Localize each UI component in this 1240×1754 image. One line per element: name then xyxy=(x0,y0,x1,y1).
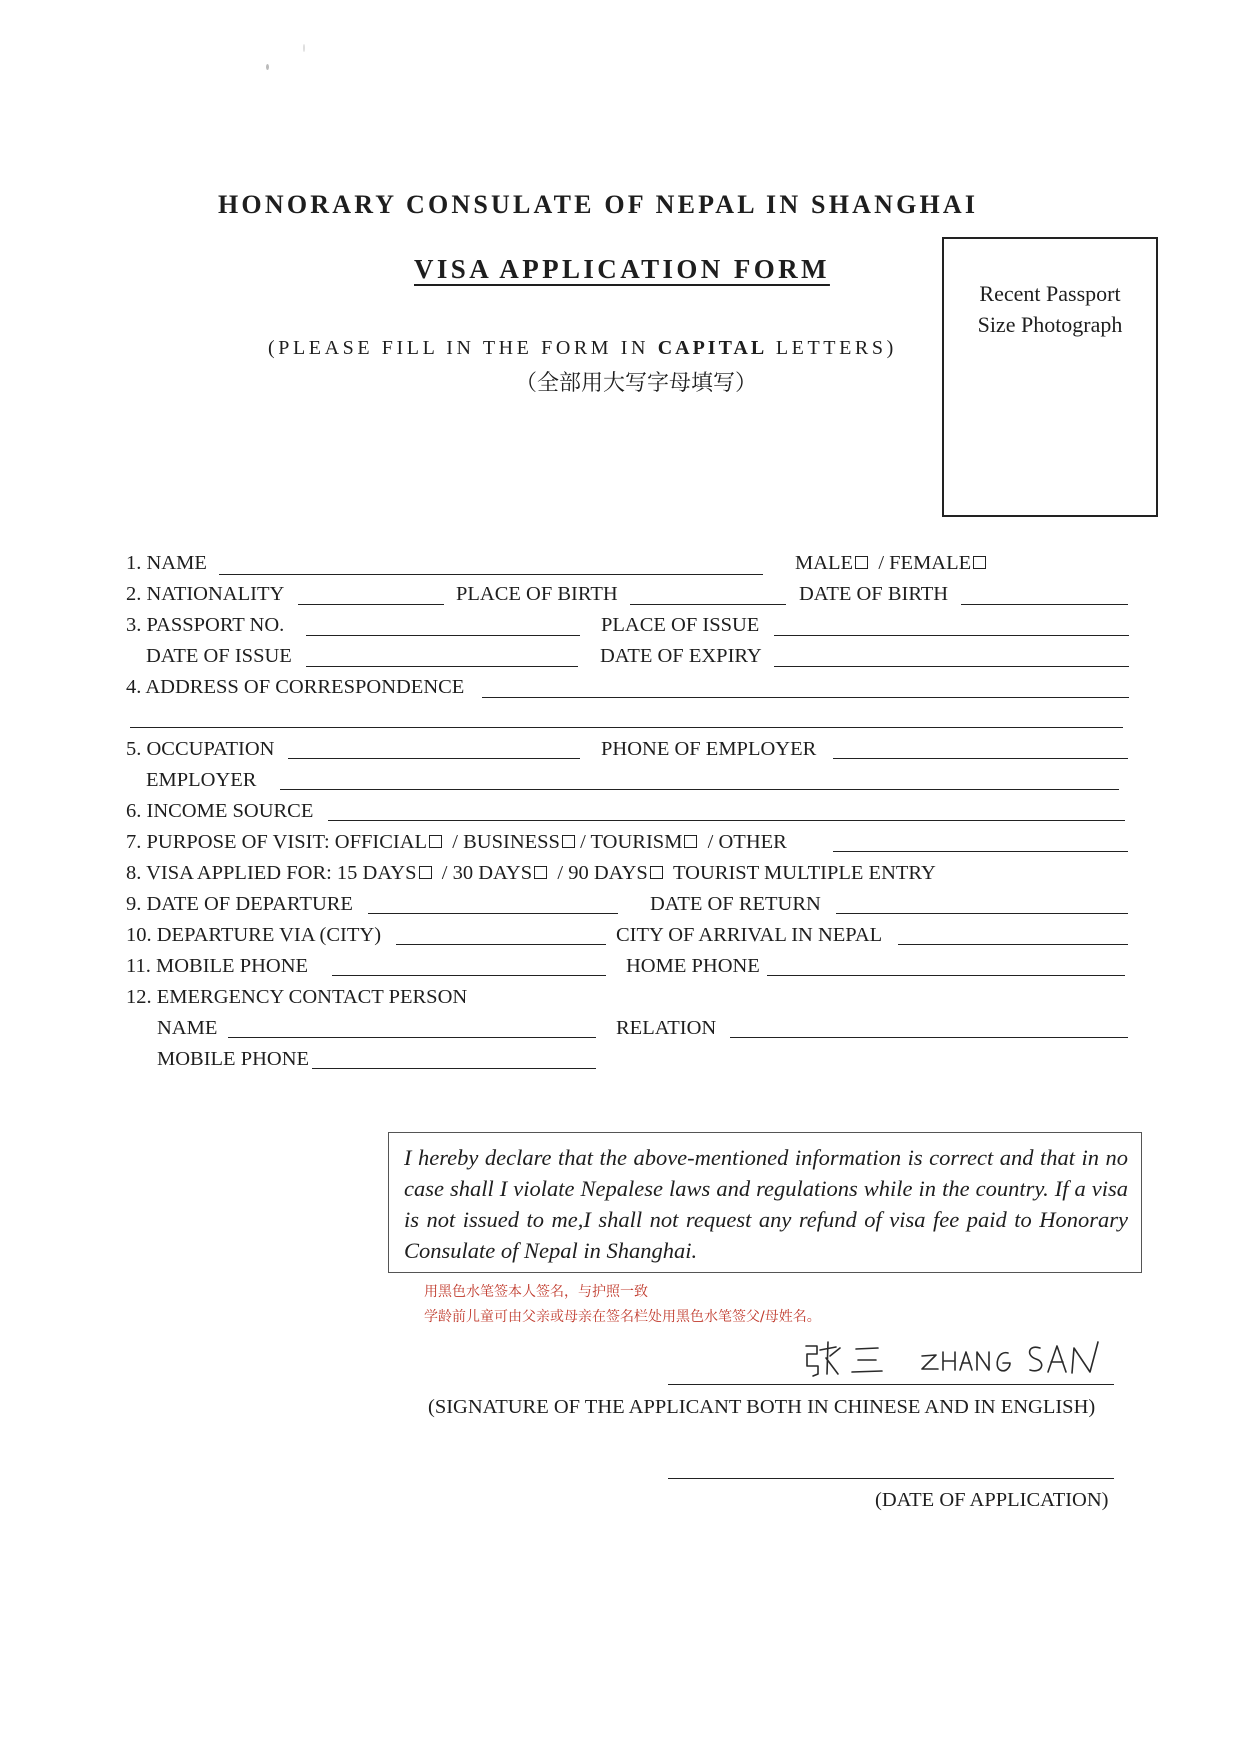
home-phone-field[interactable] xyxy=(767,975,1125,976)
30-days-checkbox[interactable] xyxy=(534,866,547,879)
90-days-checkbox[interactable] xyxy=(650,866,663,879)
purpose-options xyxy=(126,831,787,854)
place-of-birth-label: PLACE OF BIRTH xyxy=(456,583,618,605)
date-of-expiry-field[interactable] xyxy=(774,666,1129,667)
instruction-line xyxy=(268,337,897,360)
photo-label-line1: Recent Passport xyxy=(979,281,1121,306)
photo-box[interactable] xyxy=(942,237,1158,517)
passport-no-field[interactable] xyxy=(306,635,580,636)
visa-duration-options xyxy=(126,862,936,885)
declaration-text: I hereby declare that the above-mentioned information is correct and that in no case shall I violate Nepalese laws and regulations while in the country. If a visa is not issued to me,I shall not request any refund of visa fee paid to Honorary Consulate of Nepal in Shanghai. xyxy=(404,1145,1128,1263)
mobile-phone-field[interactable] xyxy=(332,975,606,976)
nationality-field[interactable] xyxy=(298,604,444,605)
address-label: 4. ADDRESS OF CORRESPONDENCE xyxy=(126,676,465,698)
income-source-field[interactable] xyxy=(328,820,1125,821)
tourism-checkbox[interactable] xyxy=(684,835,697,848)
date-of-birth-field[interactable] xyxy=(961,604,1128,605)
departure-via-label: 10. DEPARTURE VIA (CITY) xyxy=(126,924,382,946)
date-of-departure-label: 9. DATE OF DEPARTURE xyxy=(126,893,353,915)
relation-label: RELATION xyxy=(616,1017,717,1039)
signature-note-2: 学龄前儿童可由父亲或母亲在签名栏处用黑色水笔签父/母姓名。 xyxy=(424,1309,821,1325)
purpose-official-label: 7. PURPOSE OF VISIT: OFFICIAL xyxy=(126,831,428,853)
nationality-label: 2. NATIONALITY xyxy=(126,583,285,605)
instruction-post: LETTERS) xyxy=(767,337,897,359)
date-of-departure-field[interactable] xyxy=(368,913,618,914)
other-purpose-field[interactable] xyxy=(833,851,1128,852)
signature-line[interactable] xyxy=(668,1384,1114,1385)
form-title: VISA APPLICATION FORM xyxy=(414,254,830,284)
phone-of-employer-field[interactable] xyxy=(833,758,1128,759)
other-label: / OTHER xyxy=(707,831,787,853)
place-of-issue-field[interactable] xyxy=(774,635,1129,636)
handwritten-signature xyxy=(800,1336,1110,1380)
mobile-phone-label: 11. MOBILE PHONE xyxy=(126,955,309,977)
city-of-arrival-field[interactable] xyxy=(898,944,1128,945)
date-of-application-line[interactable] xyxy=(668,1478,1114,1479)
emergency-contact-label: 12. EMERGENCY CONTACT PERSON xyxy=(126,986,468,1008)
gender-options xyxy=(795,552,986,575)
photo-label xyxy=(944,278,1156,340)
emergency-name-field[interactable] xyxy=(228,1037,596,1038)
90-days-label: / 90 DAYS xyxy=(557,862,648,884)
emergency-mobile-field[interactable] xyxy=(312,1068,596,1069)
occupation-label: 5. OCCUPATION xyxy=(126,738,275,760)
city-of-arrival-label: CITY OF ARRIVAL IN NEPAL xyxy=(616,924,883,946)
date-of-issue-label: DATE OF ISSUE xyxy=(146,645,292,667)
female-label: / FEMALE xyxy=(878,552,972,574)
employer-field[interactable] xyxy=(280,789,1119,790)
scan-speck xyxy=(303,44,305,52)
phone-of-employer-label: PHONE OF EMPLOYER xyxy=(601,738,817,760)
business-label: / BUSINESS xyxy=(452,831,560,853)
tourist-multiple-entry-label: TOURIST MULTIPLE ENTRY xyxy=(673,862,936,884)
relation-field[interactable] xyxy=(730,1037,1128,1038)
departure-via-field[interactable] xyxy=(396,944,606,945)
instruction-pre: (PLEASE FILL IN THE FORM IN xyxy=(268,337,658,359)
instruction-chinese: （全部用大写字母填写） xyxy=(515,371,758,396)
signature-caption: (SIGNATURE OF THE APPLICANT BOTH IN CHINESE AND IN ENGLISH) xyxy=(428,1396,1096,1418)
name-label: 1. NAME xyxy=(126,552,207,574)
signature-note-1: 用黑色水笔签本人签名，与护照一致 xyxy=(424,1284,648,1300)
official-checkbox[interactable] xyxy=(429,835,442,848)
name-field[interactable] xyxy=(219,574,763,575)
consulate-title: HONORARY CONSULATE OF NEPAL IN SHANGHAI xyxy=(218,190,979,219)
income-source-label: 6. INCOME SOURCE xyxy=(126,800,314,822)
photo-label-line2: Size Photograph xyxy=(977,312,1123,337)
date-of-expiry-label: DATE OF EXPIRY xyxy=(600,645,762,667)
visa-15-days-label: 8. VISA APPLIED FOR: 15 DAYS xyxy=(126,862,417,884)
female-checkbox[interactable] xyxy=(973,556,986,569)
date-of-issue-field[interactable] xyxy=(306,666,578,667)
employer-label: EMPLOYER xyxy=(146,769,257,791)
date-of-birth-label: DATE OF BIRTH xyxy=(799,583,949,605)
emergency-mobile-label: MOBILE PHONE xyxy=(157,1048,310,1070)
emergency-name-label: NAME xyxy=(157,1017,218,1039)
date-of-return-field[interactable] xyxy=(836,913,1128,914)
address-field-line2[interactable] xyxy=(130,727,1123,728)
passport-no-label: 3. PASSPORT NO. xyxy=(126,614,285,636)
instruction-bold: CAPITAL xyxy=(657,337,768,359)
15-days-checkbox[interactable] xyxy=(419,866,432,879)
30-days-label: / 30 DAYS xyxy=(441,862,533,884)
home-phone-label: HOME PHONE xyxy=(626,955,760,977)
tourism-label: / TOURISM xyxy=(580,831,683,853)
place-of-birth-field[interactable] xyxy=(630,604,786,605)
male-checkbox[interactable] xyxy=(855,556,868,569)
place-of-issue-label: PLACE OF ISSUE xyxy=(601,614,760,636)
address-field-line1[interactable] xyxy=(482,697,1129,698)
scan-speck xyxy=(266,64,269,70)
business-checkbox[interactable] xyxy=(562,835,575,848)
date-of-return-label: DATE OF RETURN xyxy=(650,893,821,915)
occupation-field[interactable] xyxy=(288,758,580,759)
male-label: MALE xyxy=(795,552,854,574)
declaration-box xyxy=(388,1132,1142,1273)
date-of-application-caption: (DATE OF APPLICATION) xyxy=(875,1489,1109,1511)
